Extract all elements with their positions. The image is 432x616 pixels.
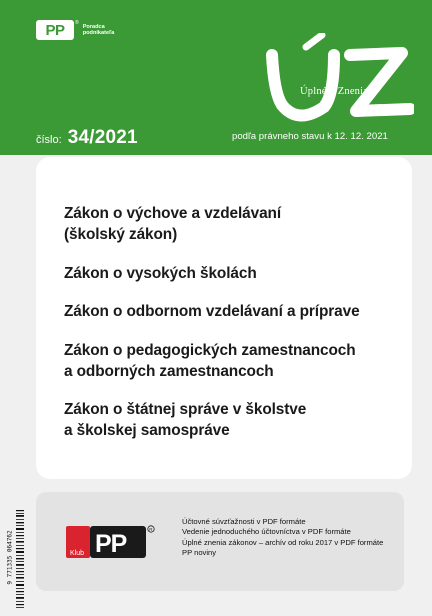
- registered-mark-icon: ®: [75, 20, 79, 26]
- law-title: Zákon o odbornom vzdelávaní a príprave: [64, 303, 360, 320]
- klub-features: [182, 517, 383, 558]
- publisher-name-line2: podnikateľa: [82, 30, 115, 36]
- law-title-cont: a odborných zamestnancoch: [64, 362, 274, 380]
- cover-header: [0, 0, 432, 155]
- law-title: Zákon o štátnej správe v školstve: [64, 401, 307, 418]
- series-subtitle: Úplné § Znenia: [300, 86, 369, 97]
- uz-series-logo: [264, 33, 414, 123]
- law-list: [64, 203, 396, 459]
- publisher-name-line1: Poradca: [82, 23, 105, 30]
- feature-item: Úplné znenia zákonov – archív od roku 2017 v PDF formáte: [182, 537, 384, 547]
- law-title: Zákon o vysokých školách: [64, 264, 257, 282]
- klub-pp-text: PP: [95, 530, 127, 558]
- feature-item: Účtovné súvzťažnosti v PDF formáte: [182, 517, 306, 526]
- law-item: [64, 340, 396, 382]
- issue-info: [36, 127, 138, 149]
- legal-state-date: podľa právneho stavu k 12. 12. 2021: [232, 131, 388, 142]
- law-item: [64, 399, 396, 441]
- svg-text:R: R: [149, 526, 153, 532]
- law-title: Zákon o výchove a vzdelávaní: [64, 205, 282, 222]
- contents-card: [36, 157, 412, 479]
- law-title: Zákon o pedagogických zamestnancoch: [64, 341, 356, 359]
- law-item: [64, 263, 396, 284]
- klub-pp-logo: [66, 524, 156, 560]
- uz-letter-z: [350, 53, 410, 111]
- uz-accent: [306, 35, 322, 47]
- publisher-name: [83, 24, 115, 37]
- issue-number: 34/2021: [67, 127, 138, 148]
- klub-label: Klub: [70, 550, 85, 557]
- feature-item: Vedenie jednoduchého účtovníctva v PDF formáte: [182, 527, 351, 537]
- law-item: [64, 301, 396, 322]
- feature-item: PP noviny: [182, 547, 217, 557]
- law-title-cont: (školský zákon): [64, 226, 178, 243]
- law-item: [64, 203, 396, 245]
- pp-logo-mark: PP: [36, 20, 74, 40]
- barcode-digits: 9 771335 064762: [6, 530, 14, 585]
- law-title-cont: a školskej samospráve: [64, 422, 230, 439]
- klub-pp-box: [36, 492, 404, 591]
- publisher-logo: [36, 20, 114, 40]
- issue-label: číslo:: [36, 134, 62, 146]
